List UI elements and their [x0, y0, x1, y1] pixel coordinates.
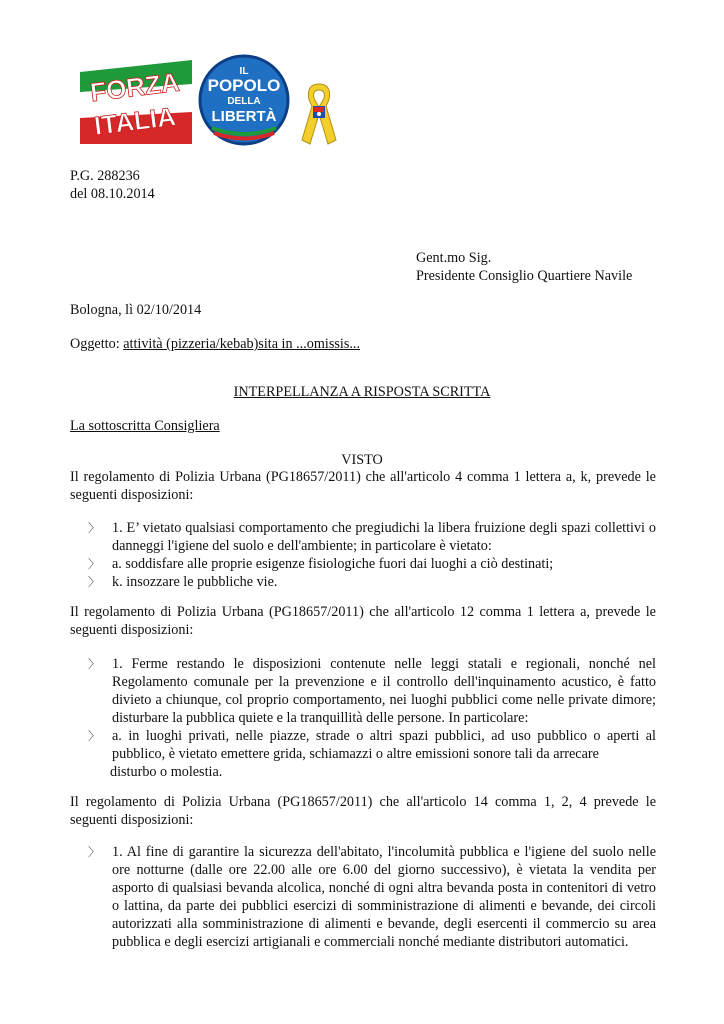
- bullet-icon: 〉: [88, 521, 101, 535]
- protocol-block: [70, 167, 155, 203]
- protocol-number: P.G. 288236: [70, 168, 140, 184]
- article-4-list: [88, 519, 656, 591]
- subject-text: attività (pizzeria/kebab)sita in ...omissis...: [123, 336, 360, 352]
- bullet-icon: 〉: [88, 557, 101, 571]
- bullet-icon: 〉: [88, 575, 101, 589]
- document-title: INTERPELLANZA A RISPOSTA SCRITTA: [233, 384, 491, 400]
- header-logos: [78, 50, 348, 150]
- list-item: [88, 843, 656, 951]
- pdl-il-text: IL: [239, 66, 249, 77]
- subject-label: Oggetto:: [70, 336, 124, 352]
- list-item-text: 1. E’ vietato qualsiasi comportamento che pregiudichi la libera fruizione degli spazi collettivi o danneggi l'igiene del suolo e dell'ambiente; in particolare è vietato:: [112, 520, 656, 554]
- bullet-icon: 〉: [88, 657, 101, 671]
- popolo-della-liberta-logo: [198, 54, 290, 146]
- list-item: [88, 519, 656, 555]
- paragraph-article-14: Il regolamento di Polizia Urbana (PG18657/2011) che all'articolo 14 comma 1, 2, 4 prevede le seguenti disposizioni:: [70, 794, 656, 828]
- list-item-text: a. soddisfare alle proprie esigenze fisiologiche fuori dai luoghi a ciò destinati;: [112, 556, 554, 572]
- bullet-icon: 〉: [88, 729, 101, 743]
- signatory-line: La sottoscritta Consigliera: [70, 418, 220, 434]
- forza-text: FORZA: [88, 66, 182, 108]
- list-item-text: 1. Al fine di garantire la sicurezza dell'abitato, l'incolumità pubblica e l'igiene del suolo nelle ore notturne (dalle ore 22.00 alle ore 6.00 del giorno successivo), è vietata la vendita per asporto di qualsiasi bevanda alcolica, nonché di ogni altra bevanda posta in contenitori di vetro o lattina, da parte dei pubblici esercizi di somministrazione di alimenti e bevande, dei circoli autorizzati alla somministrazione di alimenti e bevande, degli esercenti il commercio su area pubblica e degli esercizi artigianali e commerciali nonché mediante distributori automatici.: [112, 844, 656, 950]
- bullet-icon: 〉: [88, 845, 101, 859]
- list-item: [88, 573, 656, 591]
- list-item: [88, 655, 656, 727]
- yellow-ribbon-icon: [298, 80, 340, 148]
- protocol-date: del 08.10.2014: [70, 186, 155, 202]
- pdl-liberta-text: LIBERTÀ: [211, 108, 277, 125]
- pdl-della-text: DELLA: [227, 96, 261, 107]
- article-12-list: [88, 655, 656, 781]
- list-item: [88, 727, 656, 763]
- list-item-continuation: disturbo o molestia.: [110, 764, 223, 780]
- list-item-text: k. insozzare le pubbliche vie.: [112, 574, 278, 590]
- recipient-salutation: Gent.mo Sig.: [416, 250, 492, 266]
- italia-text: ITALIA: [92, 101, 178, 141]
- pdl-popolo-text: POPOLO: [207, 76, 281, 95]
- article-14-list: [88, 843, 656, 951]
- subject-line: [70, 335, 360, 353]
- forza-italia-logo: [78, 58, 194, 146]
- list-item-text: a. in luoghi privati, nelle piazze, strade o altri spazi pubblici, ad uso pubblico o aperti al pubblico, è vietato emettere grida, schiamazzi o altre emissioni sonore tali da arrecare: [112, 728, 656, 762]
- list-item: [88, 555, 656, 573]
- recipient-title: Presidente Consiglio Quartiere Navile: [416, 268, 633, 284]
- paragraph-article-12: Il regolamento di Polizia Urbana (PG18657/2011) che all'articolo 12 comma 1 lettera a, prevede le seguenti disposizioni:: [70, 604, 656, 638]
- list-item-text: 1. Ferme restando le disposizioni contenute nelle leggi statali e regionali, nonché nel Regolamento comunale per la prevenzione e il controllo dell'inquinamento acustico, è fatto divieto a chiunque, col proprio comportamento, nei luoghi pubblici come nelle private dimore; disturbare la pubblica quiete e la tranquillità delle persone. In particolare:: [112, 656, 656, 726]
- place-date: Bologna, lì 02/10/2014: [70, 302, 202, 318]
- paragraph-article-4: Il regolamento di Polizia Urbana (PG18657/2011) che all'articolo 4 comma 1 lettera a, k, prevede le seguenti disposizioni:: [70, 469, 656, 503]
- visto-heading: VISTO: [341, 452, 383, 468]
- recipient-block: [416, 249, 632, 285]
